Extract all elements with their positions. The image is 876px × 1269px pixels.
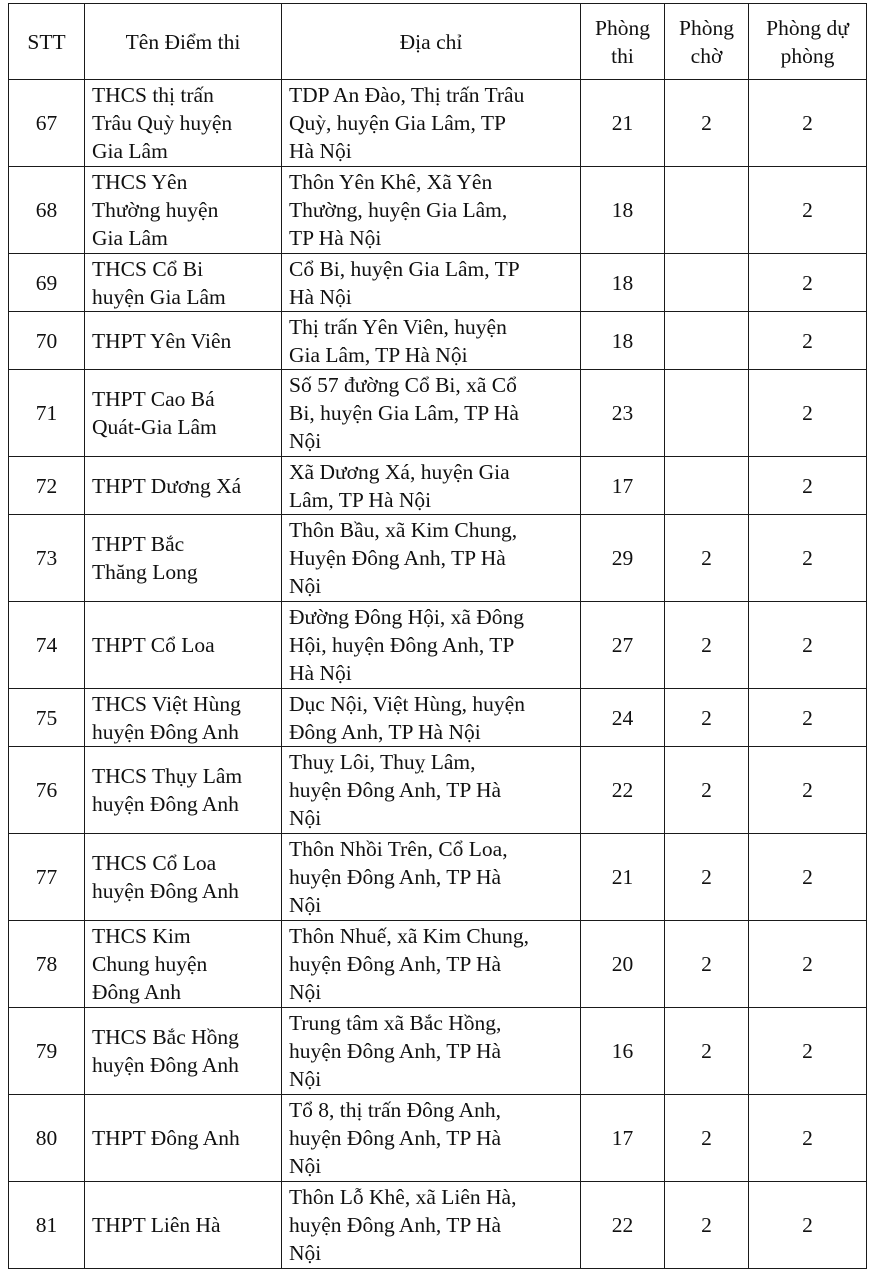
- cell-address: Tổ 8, thị trấn Đông Anh, huyện Đông Anh, TP Hà Nội: [282, 1095, 581, 1182]
- cell-address: Đường Đông Hội, xã Đông Hội, huyện Đông Anh, TP Hà Nội: [282, 602, 581, 689]
- cell-waiting: [665, 254, 749, 312]
- cell-name: THCS Cổ Bi huyện Gia Lâm: [85, 254, 282, 312]
- cell-name: THCS Bắc Hồng huyện Đông Anh: [85, 1008, 282, 1095]
- cell-rooms: 18: [581, 254, 665, 312]
- cell-stt: 69: [9, 254, 85, 312]
- cell-address: Thôn Nhuế, xã Kim Chung, huyện Đông Anh, TP Hà Nội: [282, 921, 581, 1008]
- cell-reserve: 2: [749, 1095, 867, 1182]
- cell-stt: 80: [9, 1095, 85, 1182]
- cell-waiting: 2: [665, 689, 749, 747]
- cell-address: Cổ Bi, huyện Gia Lâm, TP Hà Nội: [282, 254, 581, 312]
- cell-name: THCS Kim Chung huyện Đông Anh: [85, 921, 282, 1008]
- cell-reserve: 2: [749, 370, 867, 457]
- cell-reserve: 2: [749, 254, 867, 312]
- table-row: [9, 921, 867, 1008]
- cell-stt: 79: [9, 1008, 85, 1095]
- cell-name: THPT Đông Anh: [85, 1095, 282, 1182]
- cell-address: TDP An Đào, Thị trấn Trâu Quỳ, huyện Gia Lâm, TP Hà Nội: [282, 80, 581, 167]
- cell-rooms: 22: [581, 747, 665, 834]
- table-row: [9, 254, 867, 312]
- cell-rooms: 23: [581, 370, 665, 457]
- header-row: [9, 4, 867, 80]
- cell-waiting: [665, 457, 749, 515]
- cell-address: Thôn Yên Khê, Xã Yên Thường, huyện Gia Lâm, TP Hà Nội: [282, 167, 581, 254]
- cell-name: THCS Việt Hùng huyện Đông Anh: [85, 689, 282, 747]
- cell-waiting: 2: [665, 80, 749, 167]
- cell-stt: 77: [9, 834, 85, 921]
- cell-reserve: 2: [749, 689, 867, 747]
- cell-stt: 81: [9, 1182, 85, 1269]
- header-address: Địa chỉ: [282, 4, 581, 80]
- cell-address: Thôn Nhồi Trên, Cổ Loa, huyện Đông Anh, TP Hà Nội: [282, 834, 581, 921]
- cell-stt: 74: [9, 602, 85, 689]
- table-row: [9, 370, 867, 457]
- cell-reserve: 2: [749, 80, 867, 167]
- cell-reserve: 2: [749, 312, 867, 370]
- cell-name: THPT Dương Xá: [85, 457, 282, 515]
- cell-waiting: 2: [665, 1008, 749, 1095]
- cell-name: THPT Bắc Thăng Long: [85, 515, 282, 602]
- cell-address: Thị trấn Yên Viên, huyện Gia Lâm, TP Hà Nội: [282, 312, 581, 370]
- cell-reserve: 2: [749, 1008, 867, 1095]
- table-row: [9, 167, 867, 254]
- cell-reserve: 2: [749, 834, 867, 921]
- cell-rooms: 27: [581, 602, 665, 689]
- cell-name: THPT Cổ Loa: [85, 602, 282, 689]
- cell-rooms: 17: [581, 457, 665, 515]
- table-row: [9, 312, 867, 370]
- cell-rooms: 16: [581, 1008, 665, 1095]
- cell-reserve: 2: [749, 921, 867, 1008]
- cell-address: Xã Dương Xá, huyện Gia Lâm, TP Hà Nội: [282, 457, 581, 515]
- cell-name: THCS Thụy Lâm huyện Đông Anh: [85, 747, 282, 834]
- cell-stt: 70: [9, 312, 85, 370]
- cell-address: Số 57 đường Cổ Bi, xã Cổ Bi, huyện Gia Lâm, TP Hà Nội: [282, 370, 581, 457]
- cell-stt: 72: [9, 457, 85, 515]
- cell-rooms: 22: [581, 1182, 665, 1269]
- cell-rooms: 24: [581, 689, 665, 747]
- table-row: [9, 1095, 867, 1182]
- header-name: Tên Điểm thi: [85, 4, 282, 80]
- cell-waiting: [665, 312, 749, 370]
- header-stt: STT: [9, 4, 85, 80]
- cell-waiting: 2: [665, 921, 749, 1008]
- cell-rooms: 21: [581, 834, 665, 921]
- cell-waiting: 2: [665, 1095, 749, 1182]
- table-row: [9, 689, 867, 747]
- cell-reserve: 2: [749, 747, 867, 834]
- table-row: [9, 1182, 867, 1269]
- cell-stt: 67: [9, 80, 85, 167]
- cell-address: Thôn Lỗ Khê, xã Liên Hà, huyện Đông Anh, TP Hà Nội: [282, 1182, 581, 1269]
- cell-name: THPT Yên Viên: [85, 312, 282, 370]
- header-rooms: Phòng thi: [581, 4, 665, 80]
- cell-reserve: 2: [749, 602, 867, 689]
- cell-reserve: 2: [749, 515, 867, 602]
- cell-waiting: 2: [665, 515, 749, 602]
- cell-rooms: 29: [581, 515, 665, 602]
- cell-stt: 73: [9, 515, 85, 602]
- cell-rooms: 21: [581, 80, 665, 167]
- cell-rooms: 18: [581, 167, 665, 254]
- cell-reserve: 2: [749, 457, 867, 515]
- cell-waiting: 2: [665, 602, 749, 689]
- table-row: [9, 747, 867, 834]
- cell-address: Dục Nội, Việt Hùng, huyện Đông Anh, TP Hà Nội: [282, 689, 581, 747]
- cell-waiting: 2: [665, 1182, 749, 1269]
- cell-stt: 68: [9, 167, 85, 254]
- cell-rooms: 17: [581, 1095, 665, 1182]
- cell-reserve: 2: [749, 167, 867, 254]
- cell-waiting: 2: [665, 747, 749, 834]
- cell-name: THCS Yên Thường huyện Gia Lâm: [85, 167, 282, 254]
- cell-name: THPT Liên Hà: [85, 1182, 282, 1269]
- table-row: [9, 80, 867, 167]
- cell-name: THCS Cổ Loa huyện Đông Anh: [85, 834, 282, 921]
- header-reserve: Phòng dự phòng: [749, 4, 867, 80]
- cell-stt: 76: [9, 747, 85, 834]
- table-row: [9, 602, 867, 689]
- cell-waiting: 2: [665, 834, 749, 921]
- cell-rooms: 18: [581, 312, 665, 370]
- cell-name: THPT Cao Bá Quát-Gia Lâm: [85, 370, 282, 457]
- exam-sites-table: [8, 3, 867, 1269]
- cell-rooms: 20: [581, 921, 665, 1008]
- table-row: [9, 1008, 867, 1095]
- table-header: [9, 4, 867, 80]
- cell-reserve: 2: [749, 1182, 867, 1269]
- cell-stt: 71: [9, 370, 85, 457]
- header-waiting: Phòng chờ: [665, 4, 749, 80]
- cell-name: THCS thị trấn Trâu Quỳ huyện Gia Lâm: [85, 80, 282, 167]
- cell-address: Trung tâm xã Bắc Hồng, huyện Đông Anh, TP Hà Nội: [282, 1008, 581, 1095]
- cell-address: Thuỵ Lôi, Thuỵ Lâm, huyện Đông Anh, TP Hà Nội: [282, 747, 581, 834]
- table-body: [9, 80, 867, 1269]
- cell-address: Thôn Bầu, xã Kim Chung, Huyện Đông Anh, TP Hà Nội: [282, 515, 581, 602]
- cell-stt: 78: [9, 921, 85, 1008]
- table-row: [9, 457, 867, 515]
- table-row: [9, 834, 867, 921]
- cell-waiting: [665, 167, 749, 254]
- cell-waiting: [665, 370, 749, 457]
- table-row: [9, 515, 867, 602]
- cell-stt: 75: [9, 689, 85, 747]
